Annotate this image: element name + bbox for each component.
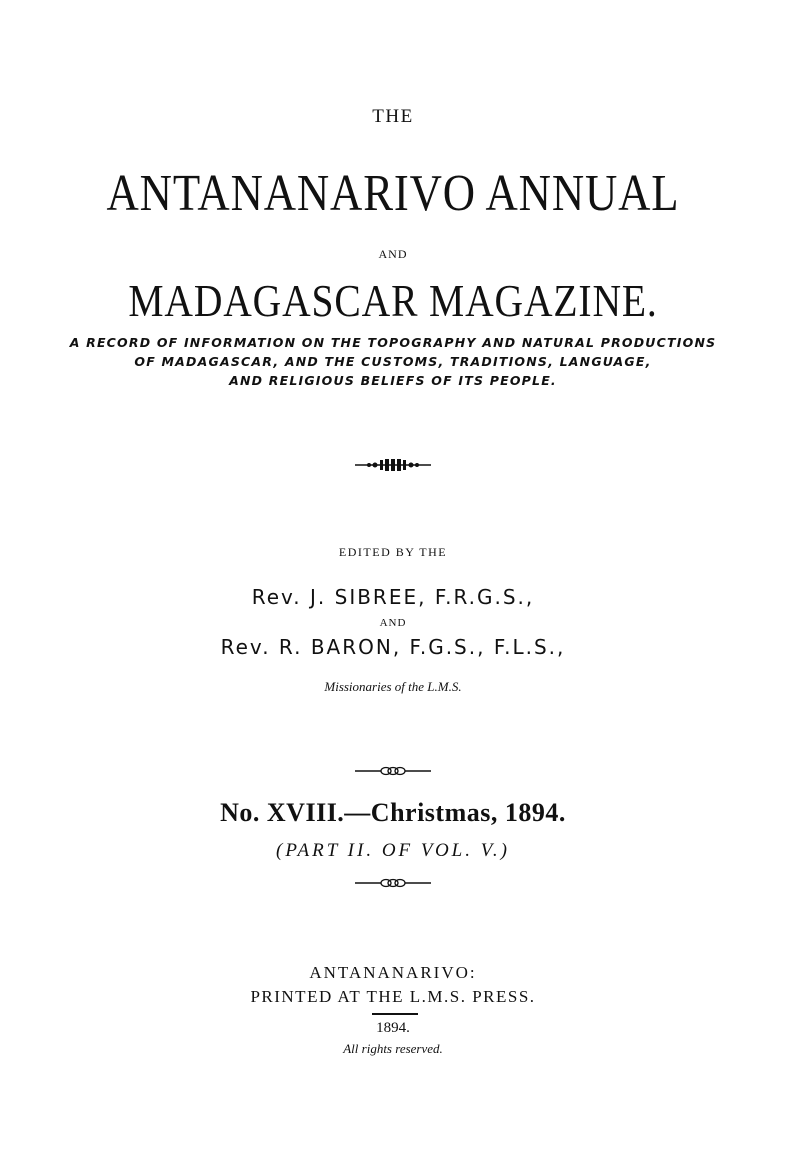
- ornament-divider: [0, 877, 786, 889]
- issue-number: No. XVIII.—Christmas, 1894.: [220, 798, 566, 827]
- title-conjunction: AND: [378, 247, 408, 261]
- description-line-3: AND RELIGIOUS BELIEFS OF ITS PEOPLE.: [229, 373, 557, 388]
- imprint-printer: PRINTED AT THE L.M.S. PRESS.: [250, 987, 536, 1006]
- title-line-1: ANTANANARIVO ANNUAL: [106, 165, 680, 222]
- ornament-loops-icon: [353, 877, 433, 889]
- editors-conjunction: AND: [379, 617, 407, 629]
- editor-2: Rev. R. BARON, F.G.S., F.L.S.,: [220, 635, 566, 659]
- editor-1: Rev. J. SIBREE, F.R.G.S.,: [251, 585, 535, 609]
- title-line-2: MADAGASCAR MAGAZINE.: [128, 275, 658, 326]
- rights-notice: All rights reserved.: [343, 1041, 443, 1056]
- ornament-divider: [0, 765, 786, 777]
- header-the: THE: [372, 106, 414, 127]
- short-rule: [372, 1013, 418, 1015]
- description-line-2: OF MADAGASCAR, AND THE CUSTOMS, TRADITIONS, LANGUAGE,: [134, 354, 652, 369]
- ornament-divider: [0, 458, 786, 472]
- ornament-beads-icon: [353, 458, 433, 472]
- imprint-city: ANTANANARIVO:: [309, 963, 477, 982]
- edited-by-label: EDITED BY THE: [338, 545, 448, 559]
- editors-affiliation: Missionaries of the L.M.S.: [324, 679, 462, 694]
- issue-part: (PART II. OF VOL. V.): [276, 840, 510, 861]
- imprint-year: 1894.: [376, 1020, 410, 1036]
- description-line-1: A RECORD OF INFORMATION ON THE TOPOGRAPHY AND NATURAL PRODUCTIONS: [69, 335, 717, 350]
- ornament-loops-icon: [353, 765, 433, 777]
